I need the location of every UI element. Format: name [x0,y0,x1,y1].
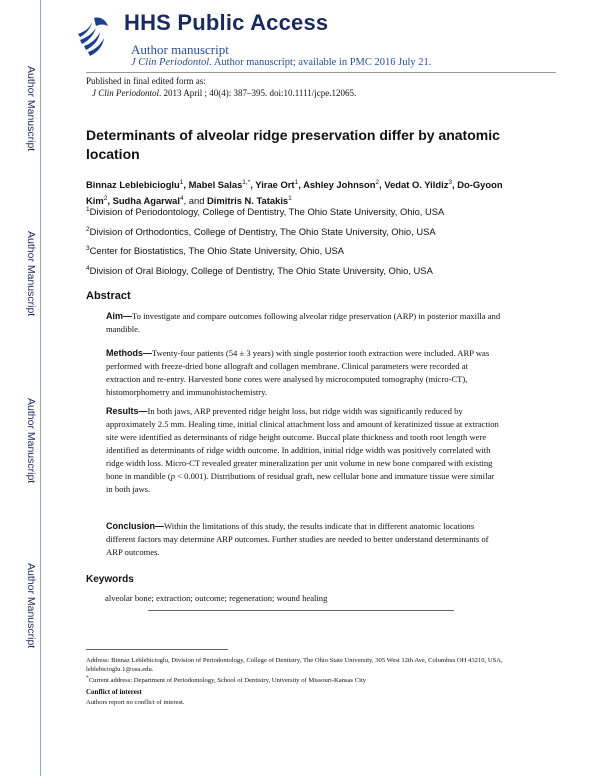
author-affiliation-mark: 2 [103,195,108,203]
author-affiliation-mark: 1 [294,179,299,186]
keywords-text: alveolar bone; extraction; outcome; regeneration; wound healing [105,593,328,603]
footnote-divider [86,649,228,650]
affiliation-mark: 2 [86,226,90,233]
methods-text: Twenty-four patients (54 ± 3 years) with single posterior tooth extraction were included. ARP was performed with freeze-dried bone allograft and collagen membrane. Clinical parameters were recorded at extraction and re-entry. Harvested bone cores were analysed by microcomputed tomography (micro-CT), histomorphometry and immunohistochemistry. [106,348,490,397]
affiliation [86,206,444,217]
affiliation-mark: 3 [86,245,90,252]
abstract-conclusion [106,520,502,559]
results-label: Results— [106,406,148,416]
hhs-eagle-logo-icon [74,10,114,58]
author-affiliation-mark: 2 [375,179,380,186]
author-name: Dimitris N. Tatakis [207,195,289,207]
author-separator: , [250,179,256,191]
citation-availability: . Author manuscript; available in PMC 2016 July 21. [209,57,432,68]
author-affiliation-mark: 3 [448,179,453,186]
results-p-symbol: p [170,471,175,481]
author-separator: , [379,179,385,191]
author-list [86,176,506,208]
author-separator: , [183,179,189,191]
author-name: Mabel Salas [188,179,243,191]
affiliation [86,245,344,256]
published-journal: J Clin Periodontol [92,88,159,98]
published-reference [92,88,356,98]
conclusion-text: Within the limitations of this study, the results indicate that in different anatomic locations different factors may determine ARP outcomes. Further studies are needed to better understand determinants of ARP outcomes. [106,521,489,557]
aim-label: Aim— [106,311,133,321]
abstract-heading: Abstract [86,290,131,302]
keywords-heading: Keywords [86,574,134,585]
affiliation-text: Division of Oral Biology, College of Dentistry, The Ohio State University, Ohio, USA [89,265,433,277]
side-label-author-manuscript: Author Manuscript [25,398,37,484]
keywords-divider [148,610,454,611]
aim-text: To investigate and compare outcomes following alveolar ridge preservation (ARP) in posterior maxilla and mandible. [106,311,501,334]
footnote-address: Address: Binnaz Leblebicioglu, Division of Periodontology, College of Dentistry, The Ohio State University, 305 West 12th Ave, Columbus OH 43210, USA, leblebicioglu.1@osu.edu. [86,657,503,673]
availability-citation [131,57,431,68]
author-affiliation-mark: 1,* [242,179,251,186]
affiliation [86,226,436,237]
published-details: . 2013 April ; 40(4): 387–395. doi:10.1111/jcpe.12065. [159,88,357,98]
author-manuscript-label: Author manuscript [131,42,229,57]
current-address-text: Current address: Department of Periodontology, School of Dentistry, University of Missouri-Kansas City [88,677,367,685]
author-affiliation-mark: 1 [288,195,292,203]
side-label-author-manuscript: Author Manuscript [25,563,37,649]
author-name: Vedat O. Yildiz [384,179,449,191]
citation-journal: J Clin Periodontol [131,57,210,68]
conclusion-label: Conclusion— [106,521,164,531]
author-separator: , [452,179,458,191]
results-text-end: < 0.001). Distributions of residual graft, new cellular bone and immature tissue were similar in both jaws. [106,471,495,494]
conflict-of-interest-text: Authors report no conflict of interest. [86,699,185,706]
affiliation-text: Center for Biostatistics, The Ohio State University, Ohio, USA [89,245,345,257]
conflict-of-interest-heading: Conflict of interest [86,688,142,696]
abstract-results [106,405,502,496]
author-name: Do-Gyoon Kim [86,179,503,207]
side-label-author-manuscript: Author Manuscript [25,66,37,152]
abstract-aim [106,310,502,336]
affiliation-mark: 4 [86,265,90,272]
author-affiliation-mark: 4 [179,195,184,203]
author-separator: , [107,195,113,207]
header-divider [86,72,556,73]
affiliation [86,265,433,276]
methods-label: Methods— [106,348,152,358]
author-name: Yirae Ort [255,179,295,191]
side-divider [40,0,41,776]
author-name: Binnaz Leblebicioglu [86,179,180,191]
affiliation-mark: 1 [86,206,90,213]
author-affiliation-mark: 1 [179,179,184,186]
published-in-label: Published in final edited form as: [86,76,206,86]
affiliation-text: Division of Periodontology, College of Dentistry, The Ohio State University, Ohio, USA [89,206,445,218]
results-text: In both jaws, ARP prevented ridge height loss, but ridge width was significantly reduced by approximately 2.5 mm. Healing time, initial clinical attachment loss and amount of keratinized tissue at extraction site were identified as determinants of ridge height outcome. Buccal plate thickness and tooth root length were identified as determinants of ridge width outcome. In addition, initial ridge width was positively correlated with ridge width loss. Micro-CT revealed greater mineralization per unit volume in new bone compared with existing bone in mandible ( [106,406,499,481]
hhs-public-access-title: HHS Public Access [124,10,329,35]
article-title: Determinants of alveolar ridge preservation differ by anatomic location [86,127,500,162]
side-label-author-manuscript: Author Manuscript [25,231,37,317]
author-name: Ashley Johnson [303,179,376,191]
author-name: Sudha Agarwal [112,195,180,207]
footnote-current-address [86,674,506,685]
author-separator: , [298,179,304,191]
abstract-methods [106,347,502,399]
current-address-mark: * [86,675,89,681]
affiliation-text: Division of Orthodontics, College of Dentistry, The Ohio State University, Ohio, USA [89,226,436,238]
author-separator-and: , and [183,195,208,207]
